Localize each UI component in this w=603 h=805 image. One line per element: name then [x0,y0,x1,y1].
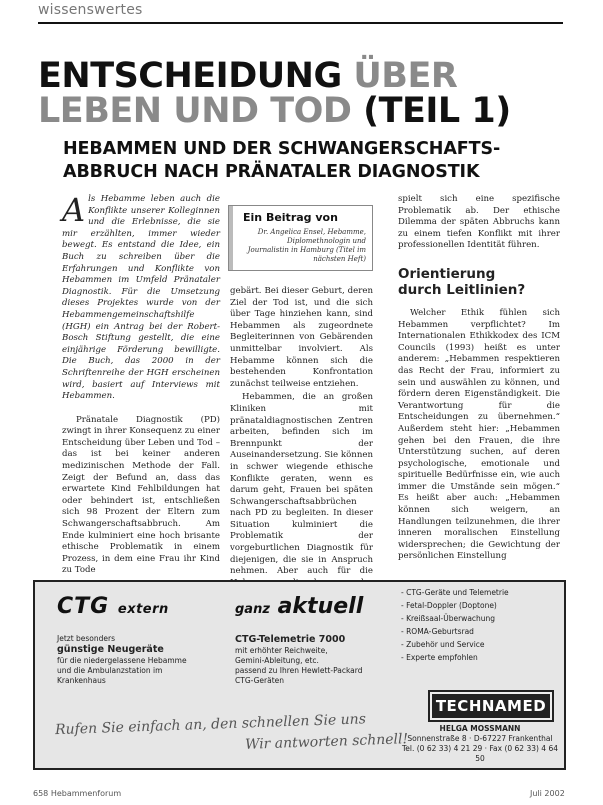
column-3-subhead-2: durch Leitlinien? [398,281,526,298]
ad-mid-line-1: mit erhöhter Reichweite, [235,646,328,655]
column-1 [62,191,220,577]
title-dark-2: (TEIL 1) [363,91,511,131]
author-box [228,205,373,271]
column-3 [398,194,560,563]
ad-left-line-3: und die Ambulanzstation im [57,666,163,675]
ad-ganz-aktuell: aktuell [277,594,364,619]
ad-mid-line-2: Gemini-Ableitung, etc. [235,656,319,665]
ad-mid-line-4: CTG-Geräten [235,676,285,685]
ad-company-name: HELGA MOSSMANN [439,724,521,733]
ad-left-line-4: Krankenhaus [57,676,106,685]
ad-ctg-extern: extern [117,602,169,617]
advertisement [33,580,566,770]
ad-left-block [57,634,227,686]
column-1-body: Pränatale Diagnostik (PD) zwingt in ihrer Konsequenz zu einer Entscheidung über Leben und Tod – das ist bei keiner anderen medizinischen Methode der Fall. Zeigt der Befund an, dass das erwartete Kind Fehlbildungen hat oder behindert ist, entschließen sich 98 Prozent der Eltern zum Schwangerschaftsabbruch. Am Ende kulminiert eine hoch brisante ethische Problematik in einem Prozess, in dem eine Frau ihr Kind zu Tode [62,414,220,576]
ad-left-line-2: für die niedergelassene Hebamme [57,656,187,665]
ad-slogan-2: Wir antworten schnell! [244,731,409,753]
ad-mid-block [235,634,395,686]
title-gray-1: ÜBER [353,56,458,96]
column-2-body-2: Hebammen, die an großen Kliniken mit pränataldiagnostischen Zentren arbeiten, befinden sich im Brennpunkt der Auseinandersetzung. Sie können in schwer wiegende ethische Konflikte geraten, wenn es darum geht, Frauen bei späten Schwangerschaftsabbrüchen nach PD zu begleiten. In dieser Situation kulminiert die Problematik der vorgeburtlichen Diagnostik für diejenigen, die sie in Anspruch nehmen. Aber auch für die [230,392,373,577]
ad-ganz-heading [235,594,363,619]
column-2-body-1: gebärt. Bei dieser Geburt, deren Ziel der Tod ist, und die sich über Tage hinziehen kann, sind Hebammen als zugeordnete Begleiterinnen von Gebärenden unmittelbar involviert. Als Hebamme können sich die bestehenden Konfrontation zunächst teilweise entziehen. [230,286,373,389]
top-rule [38,22,563,24]
author-box-bar [229,206,233,270]
section-label: wissenswertes [38,2,143,18]
author-box-label: Ein Beitrag von [243,211,338,224]
ad-company-tel: Tel. (0 62 33) 4 21 29 · Fax (0 62 33) 4 64 50 [401,744,559,763]
column-3-body: Welcher Ethik fühlen sich Hebammen verpflichtet? Im Internationalen Ethikkodex des ICM Councils (1993) heißt es unter anderem: „Hebammen respektieren das Recht der Frau, informiert zu sein und auswählen zu können, und fördern deren Eigenständigkeit. Die Verantwortung für die Entscheidungen zu übernehmen.“ Außerdem steht hier: „Hebammen gehen bei den Frauen, die ihre Unterstützung suchen, auf deren psychologische, emotionale und spirituelle Bedürfnisse ein, wie auch immer die Umstände sein mögen.“ Es heißt aber auch: „Hebammen können sich weigern, an Handlungen teilzunehmen, die ihrer inneren moralischen Einstellung widersprechen; die Gewichtung der persönlichen Einstellung [398,307,560,562]
ad-ganz-title: ganz [235,602,270,617]
intro-paragraph [62,191,220,403]
ad-list-item: - Experte empfohlen [401,653,478,662]
title-gray-2: LEBEN UND TOD [38,91,352,131]
ad-slogan-1: Rufen Sie einfach an, den schnellen Sie uns [54,711,367,739]
ad-left-line-1: Jetzt besonders [57,634,116,643]
ad-list-item: - Fetal-Doppler (Doptone) [401,601,497,610]
footer-right: Juli 2002 [530,789,565,798]
author-box-author: Dr. Angelica Ensel, Hebamme, Diplomethnologin und Journalistin in Hamburg (Titel im nächsten Heft) [247,228,366,263]
ad-left-bold: günstige Neugeräte [57,644,164,655]
ad-ctg-heading [57,594,169,619]
title-line-2 [38,93,511,129]
ad-company-address: Sonnenstraße 8 · D-67227 Frankenthal [407,734,553,743]
title-line-1 [38,58,457,94]
ad-list-item: - CTG-Geräte und Telemetrie [401,588,509,597]
ad-product-list [401,586,556,664]
technamed-logo: TECHNAMED [430,692,552,720]
ad-mid-bold: CTG-Telemetrie 7000 [235,634,346,645]
ad-list-item: - Kreißsaal-Überwachung [401,614,496,623]
ad-list-item: - Zubehör und Service [401,640,485,649]
subtitle-line-2: ABBRUCH NACH PRÄNATALER DIAGNOSTIK [63,162,480,182]
column-3-subhead-1: Orientierung [398,265,496,282]
intro-text: ls Hebamme leben auch die Konflikte unserer Kolleginnen und die Erlebnisse, die sie mir erzählten, immer wieder bewegt. Es entstand die Idee, ein Buch zu schreiben über die Erfahrungen und Konflikte von Hebammen im Umfeld Pränataler Diagnostik. Für die Umsetzung dieses Projektes wurde von der Hebammengemeinschaftshilfe (HGH) ein Antrag bei der Robert-Bosch Stiftung gestellt, die eine einjährige Förderung bewilligte. Die Buch, das 2000 in der Schriftenreihe der HGH erscheinen wird, basiert auf Interviews mit Hebammen. [62,194,220,402]
title-dark-1: ENTSCHEIDUNG [38,56,342,96]
subtitle-line-1: HEBAMMEN UND DER SCHWANGERSCHAFTS- [63,139,501,159]
ad-list-item: - ROMA-Geburtsrad [401,627,474,636]
ad-ctg-title: CTG [57,594,110,619]
column-3-top: spielt sich eine spezifische Problematik ab. Der ethische Dilemma der späten Abbruchs kann zu einem tiefen Konflikt mit ihrer professionellen Identität führen. [398,194,560,251]
ad-company-block [401,724,559,764]
column-2 [230,286,373,601]
drop-cap: A [62,191,86,229]
footer-left: 658 Hebammenforum [33,789,122,798]
ad-mid-line-3: passend zu Ihren Hewlett-Packard [235,666,363,675]
